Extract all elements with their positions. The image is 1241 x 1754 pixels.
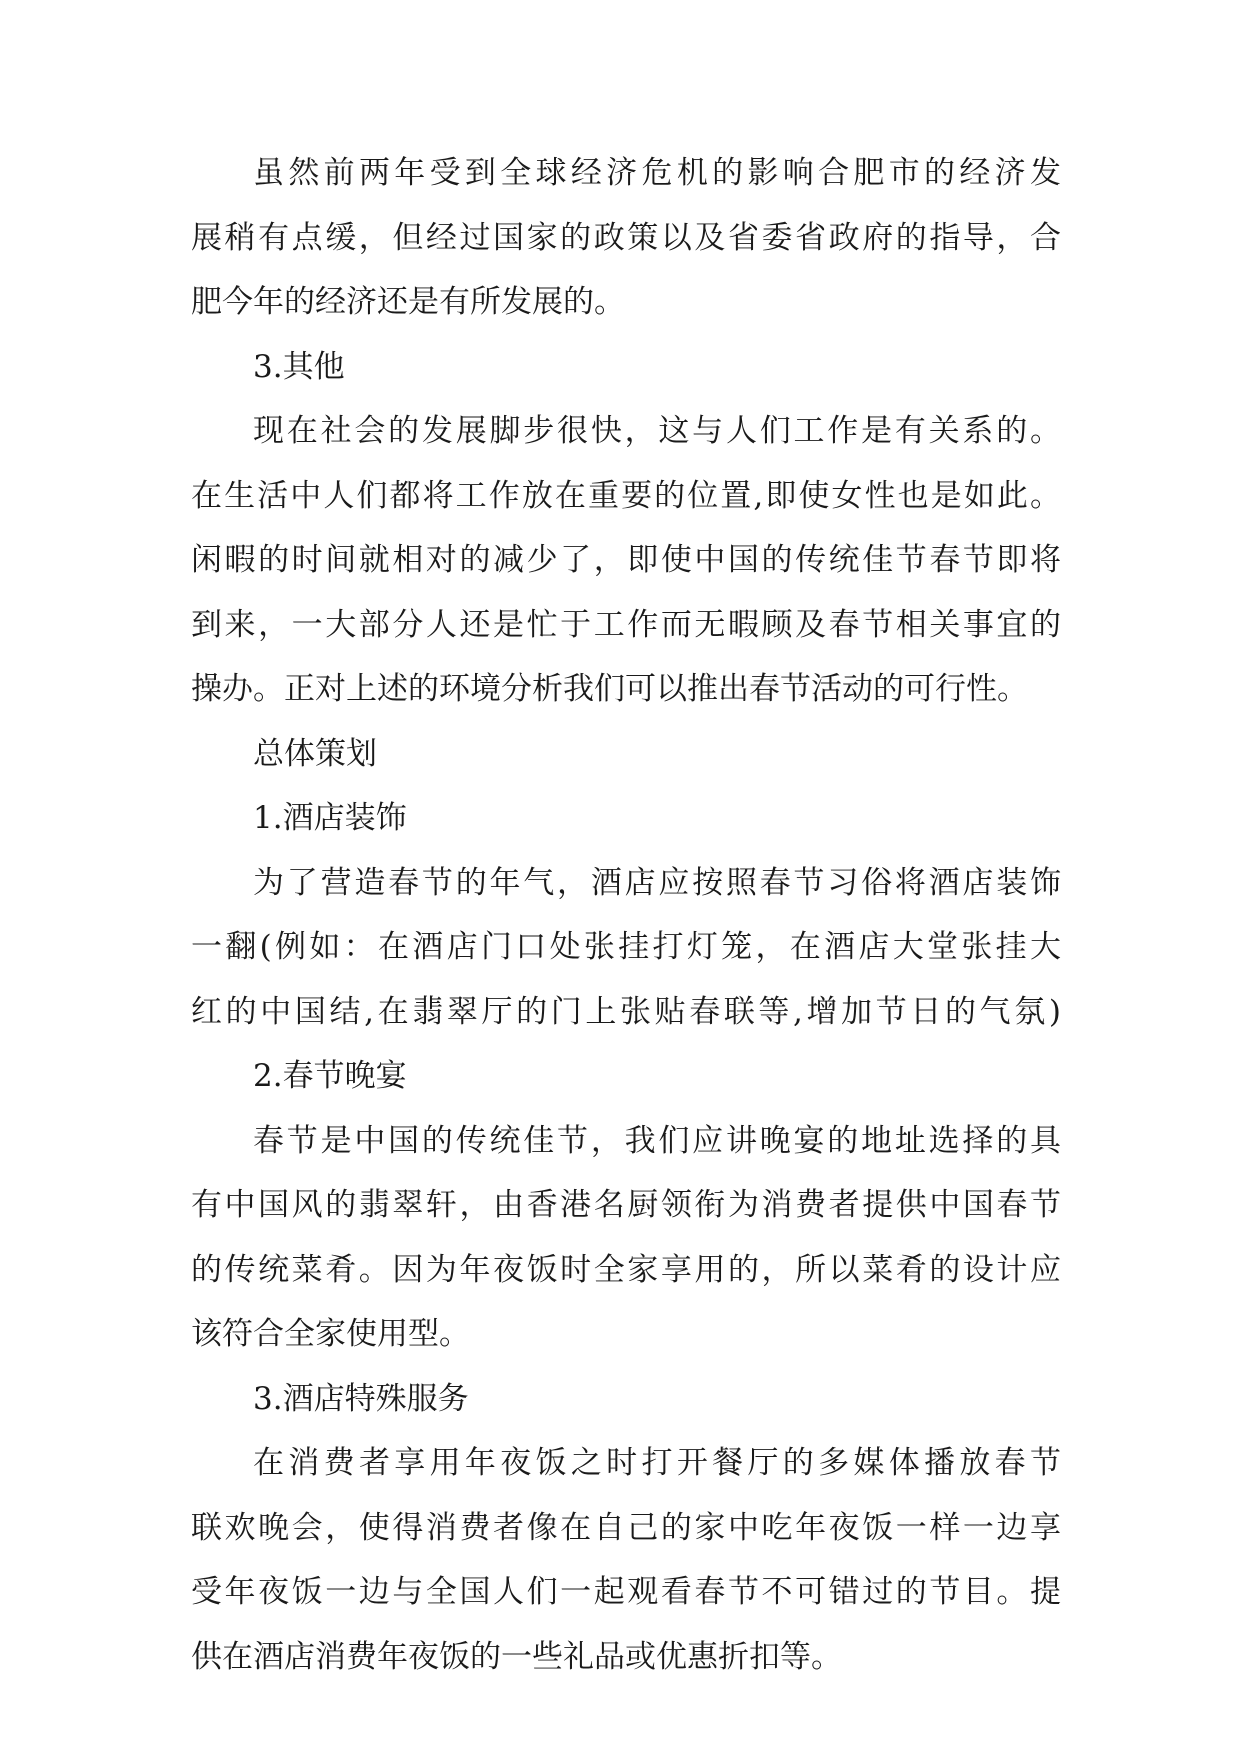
text-line: 现在社会的发展脚步很快，这与人们工作是有关系的。 [253, 413, 1061, 449]
text-line: 红的中国结,在翡翠厅的门上张贴春联等,增加节日的气氛) [191, 993, 1061, 1030]
heading-line: 3.酒店特殊服务 [253, 1380, 469, 1417]
text-line: 闲暇的时间就相对的减少了，即使中国的传统佳节春节即将 [191, 542, 1061, 578]
section-heading-hotel-decoration [191, 800, 1061, 868]
paragraph-economy-intro [191, 155, 1061, 352]
document-body [191, 155, 1061, 1706]
text-line: 有中国风的翡翠轩，由香港名厨领衔为消费者提供中国春节 [191, 1187, 1061, 1223]
section-heading-special-services [191, 1380, 1061, 1449]
text-line: 到来，一大部分人还是忙于工作而无暇顾及春节相关事宜的 [191, 606, 1061, 643]
text-line: 展稍有点缓，但经过国家的政策以及省委省政府的指导，合 [191, 219, 1061, 256]
paragraph-society [191, 413, 1061, 739]
text-line: 供在酒店消费年夜饭的一些礼品或优惠折扣等。 [191, 1638, 842, 1675]
text-line: 在消费者享用年夜饭之时打开餐厅的多媒体播放春节 [253, 1445, 1061, 1481]
heading-line: 1.酒店装饰 [253, 800, 407, 836]
text-line: 联欢晚会，使得消费者像在自己的家中吃年夜饭一样一边享 [191, 1509, 1061, 1546]
text-line: 的传统菜肴。因为年夜饭时全家享用的，所以菜肴的设计应 [191, 1251, 1061, 1288]
text-line: 操办。正对上述的环境分析我们可以推出春节活动的可行性。 [191, 671, 1028, 707]
paragraph-banquet [191, 1122, 1061, 1384]
heading-line: 总体策划 [253, 735, 377, 772]
text-line: 受年夜饭一边与全国人们一起观看春节不可错过的节目。提 [191, 1574, 1061, 1610]
section-heading-other [191, 348, 1061, 417]
text-line: 为了营造春节的年气，酒店应按照春节习俗将酒店装饰 [253, 864, 1061, 901]
text-line: 一翻(例如：在酒店门口处张挂打灯笼，在酒店大堂张挂大 [191, 929, 1061, 965]
paragraph-services [191, 1445, 1061, 1706]
paragraph-decoration [191, 864, 1061, 1062]
text-line: 虽然前两年受到全球经济危机的影响合肥市的经济发 [253, 155, 1061, 191]
text-line: 在生活中人们都将工作放在重要的位置,即使女性也是如此。 [191, 477, 1061, 514]
text-line: 该符合全家使用型。 [191, 1316, 470, 1352]
text-line: 肥今年的经济还是有所发展的。 [191, 284, 625, 320]
heading-line: 3.其他 [253, 348, 345, 385]
section-heading-overall-plan [191, 735, 1061, 804]
section-heading-spring-banquet [191, 1058, 1061, 1126]
heading-line: 2.春节晚宴 [253, 1058, 407, 1094]
text-line: 春节是中国的传统佳节，我们应讲晚宴的地址选择的具 [253, 1122, 1061, 1159]
